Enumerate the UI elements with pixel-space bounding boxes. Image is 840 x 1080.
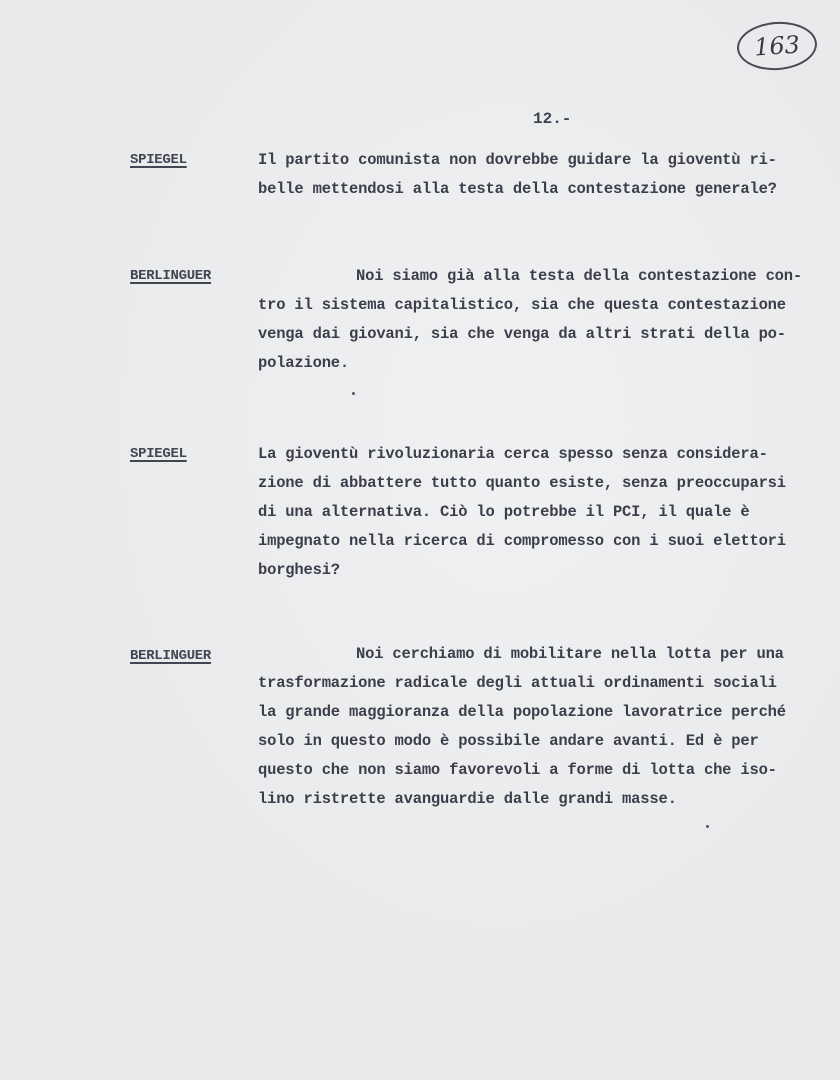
speech-answer-1 xyxy=(258,262,838,378)
folio-number-circle xyxy=(735,19,818,72)
speech-line: Noi siamo già alla testa della contestazione con- xyxy=(356,267,802,285)
speaker-label-spiegel: SPIEGEL xyxy=(130,152,187,168)
speech-line: venga dai giovani, sia che venga da altri strati della po- xyxy=(258,325,786,343)
speech-line: Il partito comunista non dovrebbe guidare la gioventù ri- xyxy=(258,151,777,169)
speaker-label-berlinguer: BERLINGUER xyxy=(130,268,212,284)
ink-speck xyxy=(706,825,709,828)
speech-line: zione di abbattere tutto quanto esiste, senza preoccuparsi xyxy=(258,474,786,492)
speech-line: Noi cerchiamo di mobilitare nella lotta per una xyxy=(356,645,784,663)
speech-answer-2 xyxy=(258,640,838,814)
speech-line: questo che non siamo favorevoli a forme di lotta che iso- xyxy=(258,761,777,779)
ink-speck xyxy=(352,392,355,395)
speaker-label-spiegel: SPIEGEL xyxy=(130,446,187,462)
folio-number: 163 xyxy=(753,30,801,62)
speech-line: trasformazione radicale degli attuali ordinamenti sociali xyxy=(258,674,777,692)
speech-line: lino ristrette avanguardie dalle grandi masse. xyxy=(258,790,677,808)
speech-question-2 xyxy=(258,440,838,585)
speaker-label-berlinguer: BERLINGUER xyxy=(130,648,212,664)
speech-line: polazione. xyxy=(258,354,350,372)
speech-line: di una alternativa. Ciò lo potrebbe il PCI, il quale è xyxy=(258,503,750,521)
speech-line: belle mettendosi alla testa della contestazione generale? xyxy=(258,180,777,198)
speech-line: la grande maggioranza della popolazione lavoratrice perché xyxy=(258,703,786,721)
speech-line: tro il sistema capitalistico, sia che questa contestazione xyxy=(258,296,786,314)
speech-line: impegnato nella ricerca di compromesso con i suoi elettori xyxy=(258,532,786,550)
speech-question-1 xyxy=(258,146,838,204)
page-number: 12.- xyxy=(533,110,572,128)
speech-line: borghesi? xyxy=(258,561,340,579)
speech-line: La gioventù rivoluzionaria cerca spesso senza considera- xyxy=(258,445,768,463)
speech-line: solo in questo modo è possibile andare avanti. Ed è per xyxy=(258,732,759,750)
